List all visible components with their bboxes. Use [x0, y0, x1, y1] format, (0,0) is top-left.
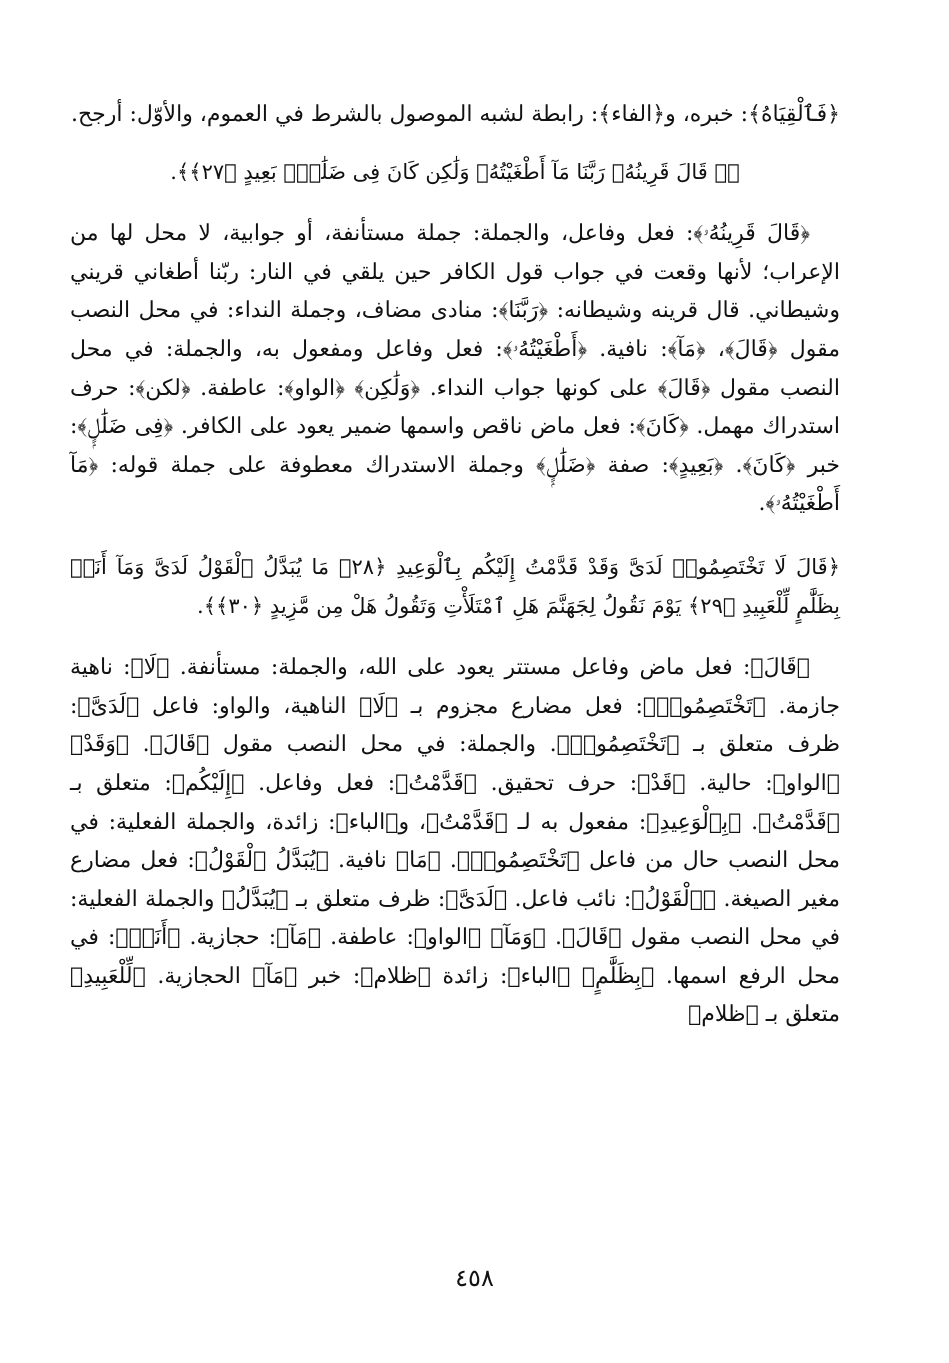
spacer — [70, 191, 840, 215]
paragraph-commentary-2: ﴿قَالَ قَرِينُهُۥ﴾: فعل وفاعل، والجملة: جملة مستأنفة، أو جوابية، لا محل لها من الإعراب؛ لأنها وقعت في جواب قول الكافر حين يلقي في النار: ربّنا أطغاني قريني وشيطاني. قال قرينه وشيطانه: ﴿رَبَّنَا﴾: منادى مضاف، وجملة النداء: في محل النصب مقول ﴿قَالَ﴾، ﴿مَآ﴾: نافية. ﴿أَطْغَيْتُهُۥ﴾: فعل وفاعل ومفعول به، والجملة: في محل النصب مقول ﴿قَالَ﴾ على كونها جواب النداء. ﴿وَلَٰكِن﴾ ﴿الواو﴾: عاطفة. ﴿لكن﴾: حرف استدراك مهمل. ﴿كَانَ﴾: فعل ماض ناقص واسمها ضمير يعود على الكافر. ﴿فِى ضَلَٰلٍۭ﴾: خبر ﴿كَانَ﴾. ﴿بَعِيدٍ﴾: صفة ﴿ضَلَٰلٍۭ﴾ وجملة الاستدراك معطوفة على جملة قوله: ﴿مَآ أَطْغَيْتُهُۥ﴾. — [70, 221, 840, 517]
page-content — [70, 96, 840, 1035]
page-number: ٤٥٨ — [455, 1264, 494, 1292]
paragraph-commentary-3: ﴿قَالَ﴾: فعل ماض وفاعل مستتر يعود على الله، والجملة: مستأنفة. ﴿لَا﴾: ناهية جازمة. ﴿تَخْتَصِمُوا۟﴾: فعل مضارع مجزوم بـ ﴿لَا﴾ الناهية، والواو: فاعل ﴿لَدَىَّ﴾: ظرف متعلق بـ ﴿تَخْتَصِمُوا۟﴾. والجملة: في محل النصب مقول ﴿قَالَ﴾. ﴿وَقَدْ﴾ ﴿الواو﴾: حالية. ﴿قَدْ﴾: حرف تحقيق. ﴿قَدَّمْتُ﴾: فعل وفاعل. ﴿إِلَيْكُم﴾: متعلق بـ ﴿قَدَّمْتُ﴾. ﴿بِٱلْوَعِيدِ﴾: مفعول به لـ ﴿قَدَّمْتُ﴾، و﴿الباء﴾: زائدة، والجملة الفعلية: في محل النصب حال من فاعل ﴿تَخْتَصِمُوا۟﴾. ﴿مَا﴾ نافية. ﴿يُبَدَّلُ ٱلْقَوْلُ﴾: فعل مضارع مغير الصيغة. ﴿ٱلْقَوْلُ﴾: نائب فاعل. ﴿لَدَىَّ﴾: ظرف متعلق بـ ﴿يُبَدَّلُ﴾ والجملة الفعلية: في محل النصب مقول ﴿قَالَ﴾. ﴿وَمَآ﴾ ﴿الواو﴾: عاطفة. ﴿مَآ﴾: حجازية. ﴿أَنَا۠﴾: في محل الرفع اسمها. ﴿بِظَلَّٰمٍ﴾ ﴿الباء﴾: زائدة ﴿ظلام﴾: خبر ﴿مَآ﴾ الحجازية. ﴿لِّلْعَبِيدِ﴾ متعلق بـ ﴿ظلام﴾ — [70, 655, 840, 1028]
spacer — [70, 524, 840, 548]
quran-verse-27: ﴿۞ قَالَ قَرِينُهُۥ رَبَّنَا مَآ أَطْغَيْتُهُۥ وَلَٰكِن كَانَ فِى ضَلَٰلٍۭ بَعِيدٍ ﴿٢٧﴾﴾. — [170, 159, 740, 184]
spacer — [70, 625, 840, 649]
paragraph-commentary-1: ﴿فَٱلْقِيَاهُ﴾: خبره، و﴿الفاء﴾: رابطة لشبه الموصول بالشرط في العموم، والأوّل: أرجح. — [70, 102, 840, 127]
spacer — [70, 135, 840, 153]
quran-verses-28-30: ﴿قَالَ لَا تَخْتَصِمُوا۟ لَدَىَّ وَقَدْ قَدَّمْتُ إِلَيْكُم بِٱلْوَعِيدِ ﴿٢٨﴾ مَا يُبَدَّلُ ٱلْقَوْلُ لَدَىَّ وَمَآ أَنَا۠ بِظَلَّٰمٍ لِّلْعَبِيدِ ﴿٢٩﴾ يَوْمَ نَقُولُ لِجَهَنَّمَ هَلِ ٱمْتَلَأْتِ وَتَقُولُ هَلْ مِن مَّزِيدٍ ﴿٣٠﴾﴾. — [70, 554, 841, 618]
